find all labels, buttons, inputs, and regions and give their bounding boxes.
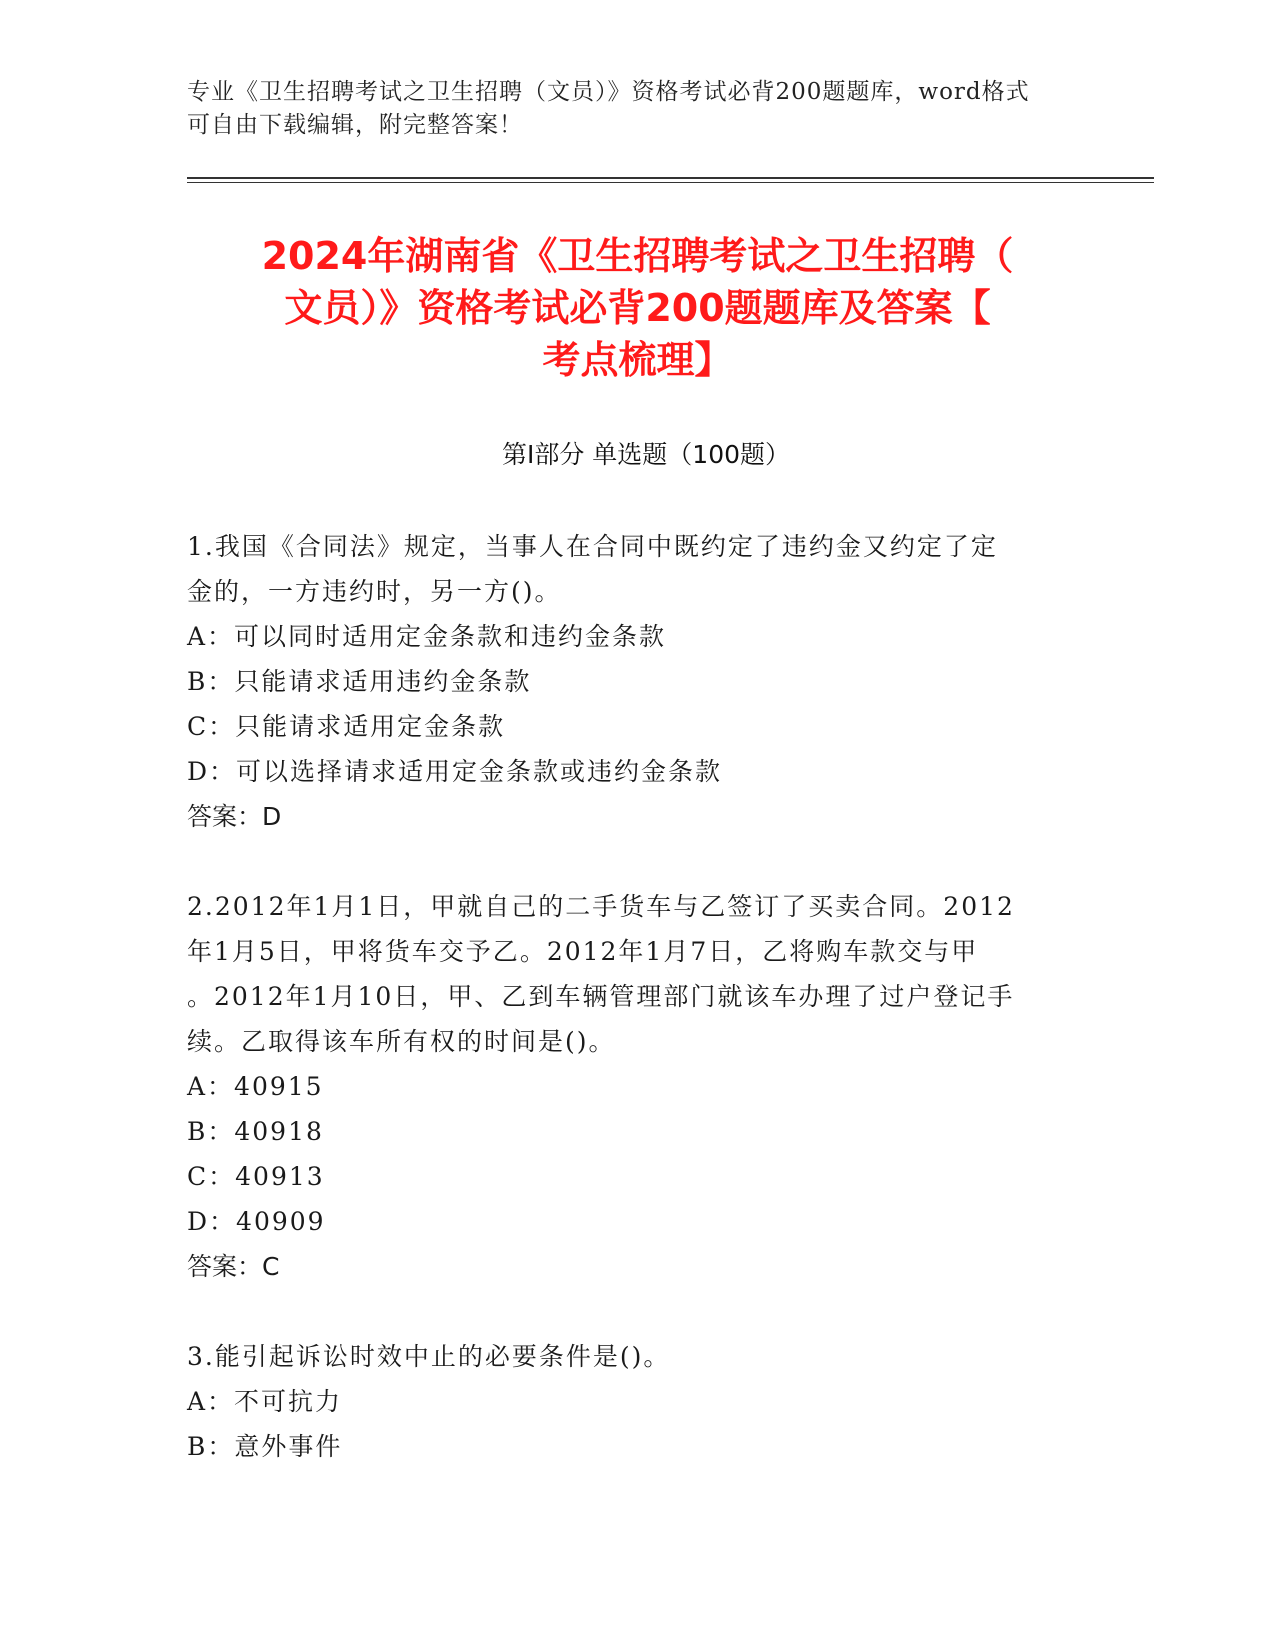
option-a: A：不可抗力 — [187, 1387, 343, 1416]
option-d: D：40909 — [187, 1207, 326, 1236]
question-stem-line: 1.我国《合同法》规定，当事人在合同中既约定了违约金又约定了定 — [187, 532, 998, 561]
option-a: A：可以同时适用定金条款和违约金条款 — [187, 622, 667, 651]
answer: 答案：D — [187, 802, 282, 831]
question-stem-line: 3.能引起诉讼时效中止的必要条件是()。 — [187, 1342, 671, 1371]
question-stem-line: 金的，一方违约时，另一方()。 — [187, 577, 562, 606]
question-1 — [187, 524, 1087, 839]
option-c: C：只能请求适用定金条款 — [187, 712, 506, 741]
question-stem-line: 2.2012年1月1日，甲就自己的二手货车与乙签订了买卖合同。2012 — [187, 892, 1015, 921]
header-divider-thick — [187, 177, 1154, 179]
option-c: C：40913 — [187, 1162, 325, 1191]
option-b: B：意外事件 — [187, 1432, 343, 1461]
question-stem-line: 。2012年1月10日，甲、乙到车辆管理部门就该车办理了过户登记手 — [187, 982, 1015, 1011]
header-line-1: 专业《卫生招聘考试之卫生招聘（文员）》资格考试必背200题题库，word格式 — [187, 79, 1030, 105]
header-divider-thin — [187, 182, 1154, 183]
option-b: B：只能请求适用违约金条款 — [187, 667, 532, 696]
question-stem-line: 年1月5日，甲将货车交予乙。2012年1月7日，乙将购车款交与甲 — [187, 937, 979, 966]
title-line-1: 2024年湖南省《卫生招聘考试之卫生招聘（ — [261, 234, 1014, 278]
question-list — [187, 524, 1087, 1514]
question-2 — [187, 884, 1087, 1289]
question-stem-line: 续。乙取得该车所有权的时间是()。 — [187, 1027, 616, 1056]
section-title: 第Ⅰ部分 单选题（100题） — [501, 440, 791, 469]
title-line-2: 文员）》资格考试必背200题题库及答案【 — [284, 286, 991, 330]
title-line-3: 考点梳理】 — [542, 338, 733, 382]
document-title — [170, 230, 1105, 386]
answer: 答案：C — [187, 1252, 280, 1281]
option-a: A：40915 — [187, 1072, 324, 1101]
option-b: B：40918 — [187, 1117, 324, 1146]
option-d: D：可以选择请求适用定金条款或违约金条款 — [187, 757, 723, 786]
question-3 — [187, 1334, 1087, 1469]
header-line-2: 可自由下载编辑，附完整答案！ — [187, 112, 523, 138]
document-header — [187, 76, 1067, 142]
